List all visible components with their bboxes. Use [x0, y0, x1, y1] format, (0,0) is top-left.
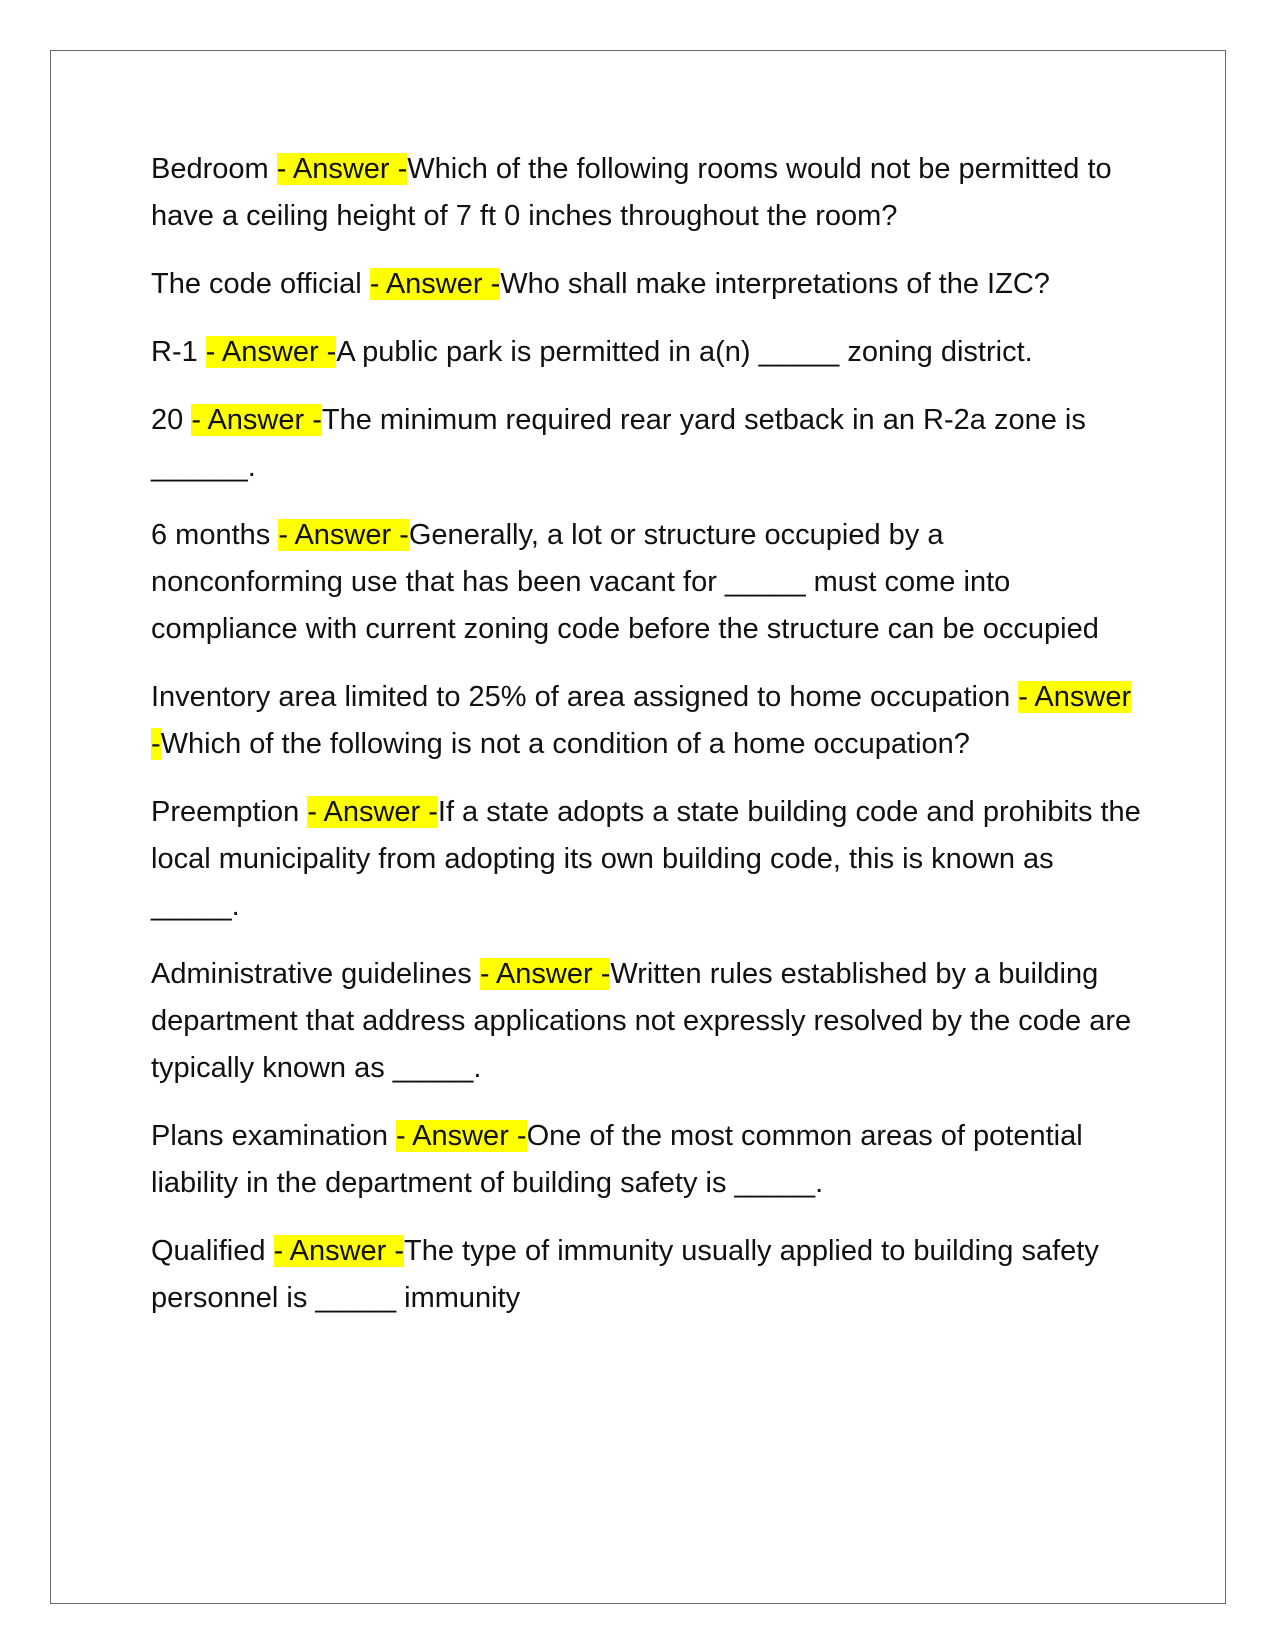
answer-marker: - Answer - [479, 958, 611, 990]
answer-text: The code official [151, 268, 370, 300]
question-text: Who shall make interpretations of the IZC? [500, 268, 1050, 300]
qa-item [151, 1113, 1141, 1207]
qa-item [151, 146, 1141, 240]
question-text: The minimum required rear yard setback in an R-2a zone is ______. [151, 404, 1086, 483]
question-text: Written rules established by a building department that address applications not expressly resolved by the code are typically known as _____. [151, 958, 1132, 1084]
answer-marker: - Answer - [307, 796, 438, 828]
answer-marker: - Answer - [369, 268, 501, 300]
answer-marker: - Answer - [205, 336, 337, 368]
question-text: Which of the following rooms would not be permitted to have a ceiling height of 7 ft 0 inches throughout the room? [151, 153, 1112, 232]
answer-text: Bedroom [151, 153, 277, 185]
answer-text: Qualified [151, 1235, 274, 1267]
answer-marker: - Answer - [396, 1120, 527, 1152]
answer-marker: - Answer - [276, 153, 408, 185]
qa-item [151, 512, 1141, 653]
answer-marker: - Answer - [191, 404, 322, 436]
answer-text: Inventory area limited to 25% of area assigned to home occupation [151, 681, 1019, 713]
answer-text: R-1 [151, 336, 206, 368]
question-text: Generally, a lot or structure occupied by a nonconforming use that has been vacant for _____ must come into compliance with current zoning code before the structure can be occupied [151, 519, 1099, 645]
question-text: A public park is permitted in a(n) _____ zoning district. [336, 336, 1033, 368]
answer-marker: - Answer - [273, 1235, 405, 1267]
qa-item [151, 1228, 1141, 1322]
qa-item [151, 329, 1141, 376]
qa-item [151, 789, 1141, 930]
question-text: The type of immunity usually applied to building safety personnel is _____ immunity [151, 1235, 1099, 1314]
answer-marker: - Answer - [151, 681, 1132, 760]
answer-marker: - Answer - [278, 519, 409, 551]
question-text: One of the most common areas of potential liability in the department of building safety is _____. [151, 1120, 1083, 1199]
answer-text: Administrative guidelines [151, 958, 480, 990]
question-text: Which of the following is not a condition of a home occupation? [160, 728, 970, 760]
document-body [151, 146, 1141, 1343]
answer-text: 6 months [151, 519, 279, 551]
qa-item [151, 674, 1141, 768]
answer-text: Plans examination [151, 1120, 397, 1152]
qa-item [151, 951, 1141, 1092]
question-text: If a state adopts a state building code and prohibits the local municipality from adopting its own building code, this is known as _____. [151, 796, 1141, 922]
qa-item [151, 397, 1141, 491]
answer-text: Preemption [151, 796, 308, 828]
qa-item [151, 261, 1141, 308]
answer-text: 20 [151, 404, 192, 436]
